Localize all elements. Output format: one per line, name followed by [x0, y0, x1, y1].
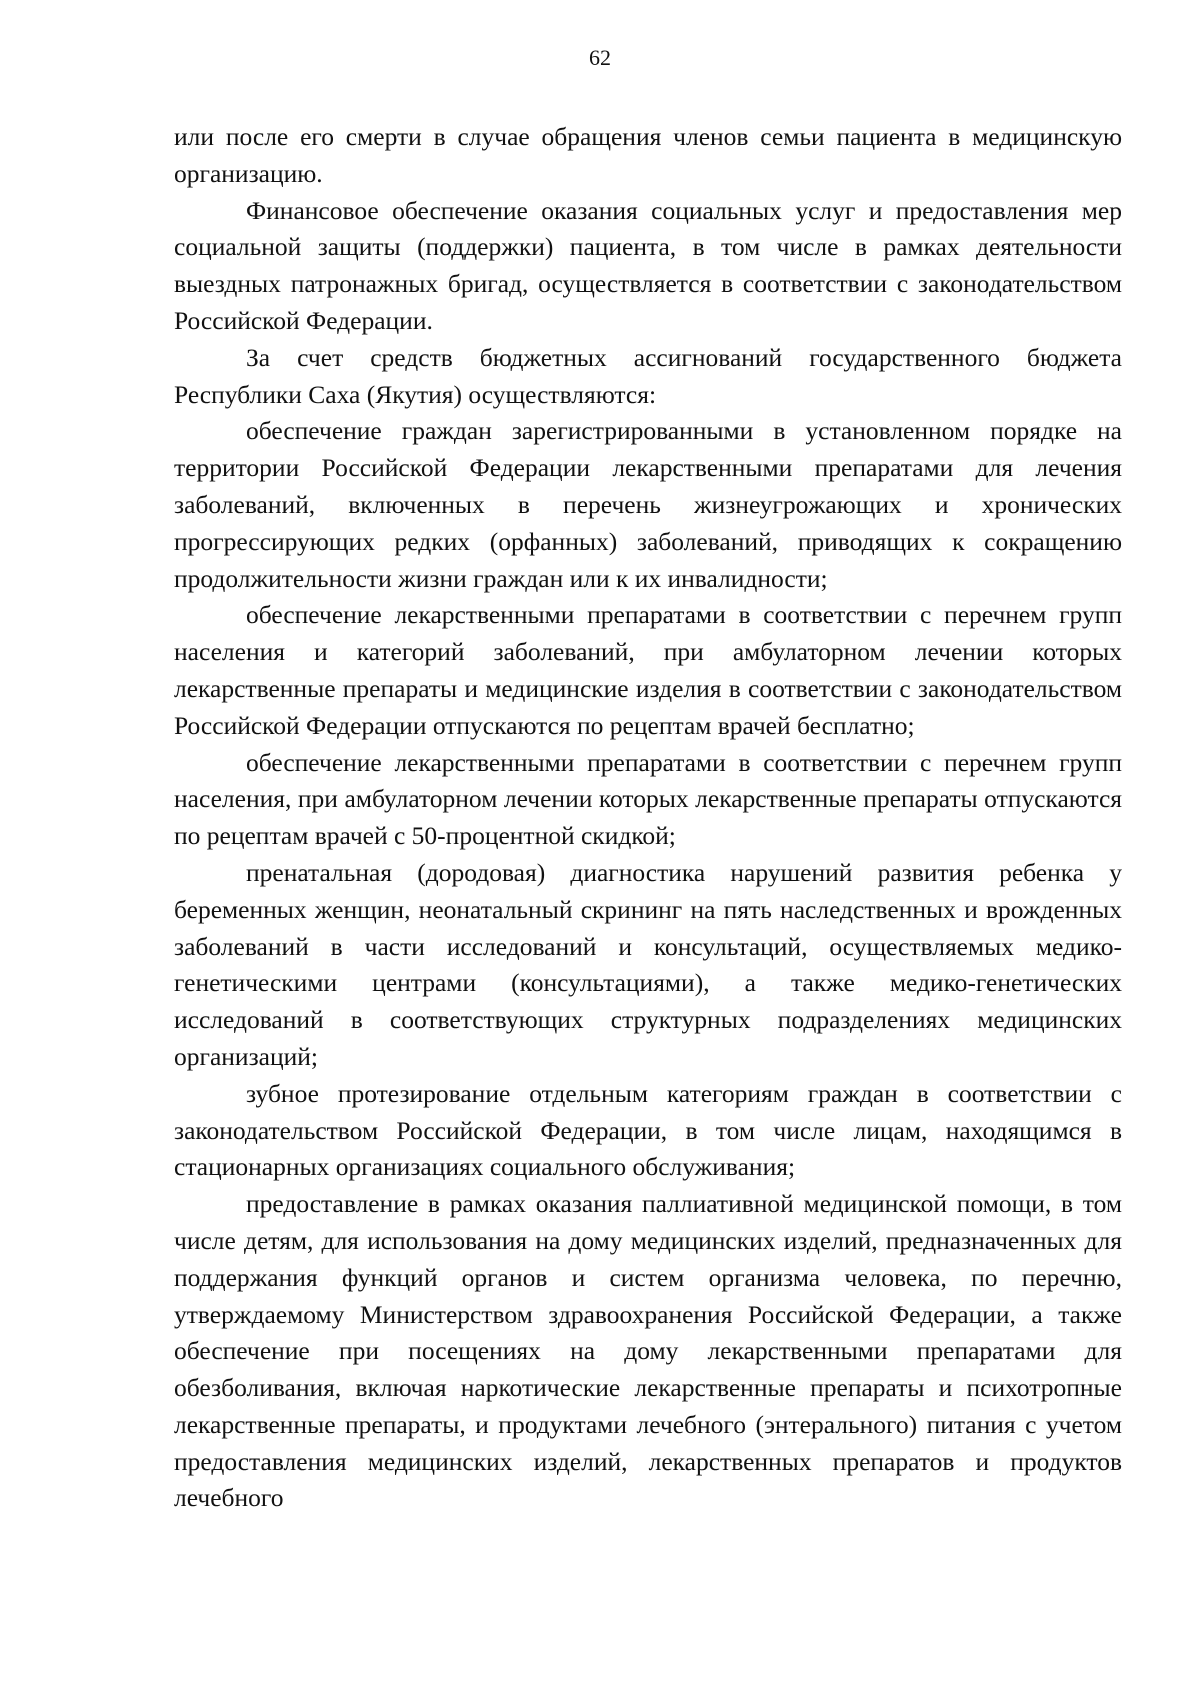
paragraph: Финансовое обеспечение оказания социальных услуг и предоставления мер социальной защиты (поддержки) пациента, в том числе в рамках деятельности выездных патронажных бригад, осуществляется в соответствии с законодательством Российской Федерации. — [174, 195, 1122, 335]
paragraph: обеспечение лекарственными препаратами в соответствии с перечнем групп населения, при амбулаторном лечении которых лекарственные препараты отпускаются по рецептам врачей с 50-процентной скидкой; — [174, 747, 1122, 851]
paragraph: За счет средств бюджетных ассигнований государственного бюджета Республики Саха (Якутия) осуществляются: — [174, 342, 1122, 409]
paragraph: предоставление в рамках оказания паллиативной медицинской помощи, в том числе детям, для использования на дому медицинских изделий, предназначенных для поддержания функций органов и систем организма человека, по перечню, утверждаемому Министерством здравоохранения Российской Федерации, а также обеспечение при посещениях на дому лекарственными препаратами для обезболивания, включая наркотические лекарственные препараты и психотропные лекарственные препараты, и продуктами лечебного (энтерального) питания с учетом предоставления медицинских изделий, лекарственных препаратов и продуктов лечебного — [174, 1189, 1122, 1513]
paragraph: или после его смерти в случае обращения членов семьи пациента в медицинскую организацию. — [174, 122, 1122, 188]
paragraph: пренатальная (дородовая) диагностика нарушений развития ребенка у беременных женщин, неонатальный скрининг на пять наследственных и врожденных заболеваний в части исследований и консультаций, осуществляемых медико-генетическими центрами (консультациями), а также медико-генетических исследований в соответствующих структурных подразделениях медицинских организаций; — [174, 857, 1122, 1071]
paragraph: обеспечение лекарственными препаратами в соответствии с перечнем групп населения и категорий заболеваний, при амбулаторном лечении которых лекарственные препараты и медицинские изделия в соответствии с законодательством Российской Федерации отпускаются по рецептам врачей бесплатно; — [174, 600, 1122, 740]
paragraph: зубное протезирование отдельным категориям граждан в соответствии с законодательством Российской Федерации, в том числе лицам, находящимся в стационарных организациях социального обслуживания; — [174, 1078, 1122, 1182]
body-text — [174, 119, 1122, 1517]
paragraph: обеспечение граждан зарегистрированными в установленном порядке на территории Российской Федерации лекарственными препаратами для лечения заболеваний, включенных в перечень жизнеугрожающих и хронических прогрессирующих редких (орфанных) заболеваний, приводящих к сокращению продолжительности жизни граждан или к их инвалидности; — [174, 416, 1122, 593]
page-number: 62 — [589, 45, 611, 70]
